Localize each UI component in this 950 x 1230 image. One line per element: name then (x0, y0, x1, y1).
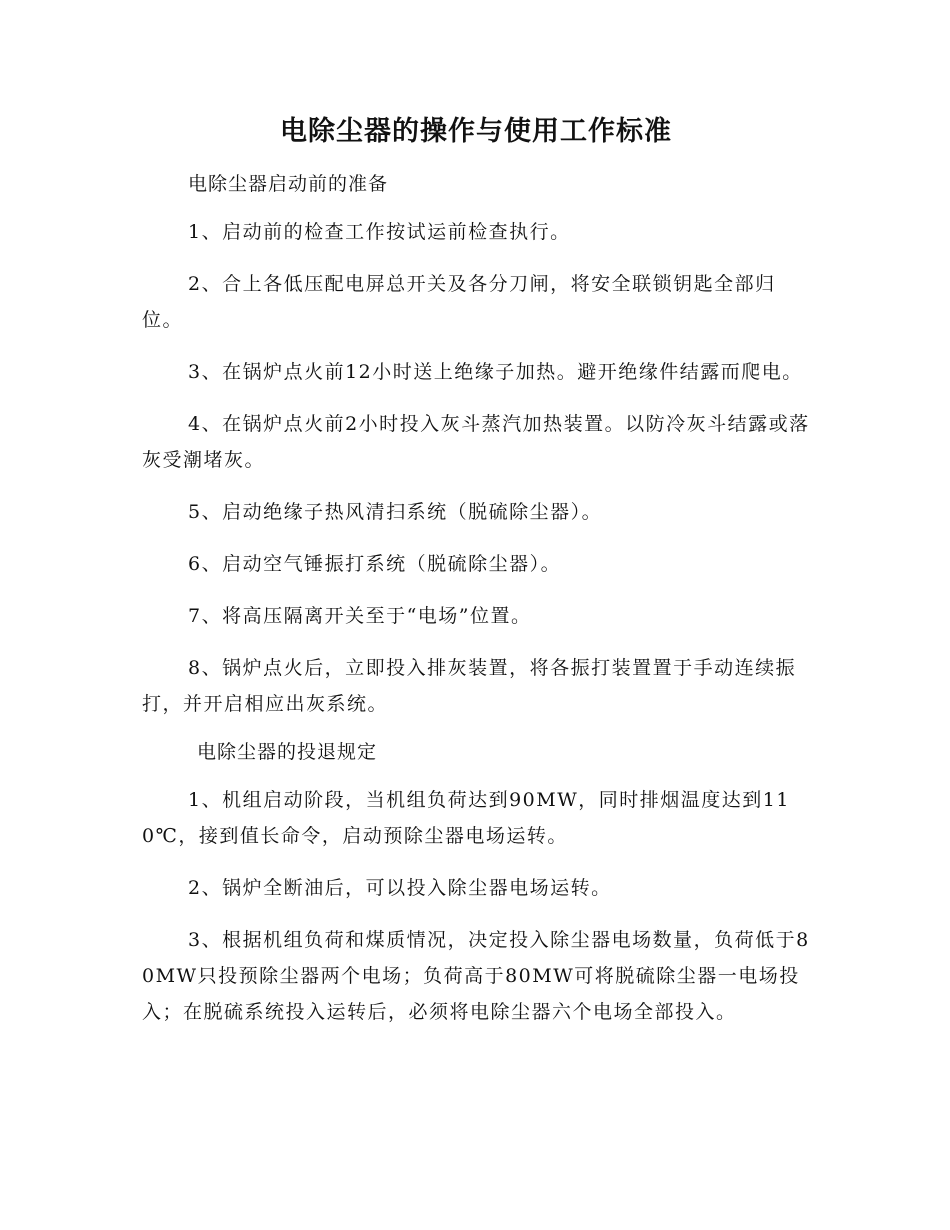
paragraph-item: 4、在锅炉点火前2小时投入灰斗蒸汽加热装置。以防冷灰斗结露或落灰受潮堵灰。 (142, 413, 810, 471)
paragraph-item: 1、启动前的检查工作按试运前检查执行。 (188, 221, 571, 243)
section-commissioning-rules (142, 730, 810, 1030)
document-title: 电除尘器的操作与使用工作标准 (280, 116, 672, 147)
section-heading: 电除尘器的投退规定 (197, 741, 378, 763)
paragraph-item: 8、锅炉点火后，立即投入排灰装置，将各振打装置置于手动连续振打，并开启相应出灰系统。 (142, 657, 797, 715)
paragraph-item: 7、将高压隔离开关至于“电场”位置。 (188, 605, 532, 627)
paragraph-item: 3、根据机组负荷和煤质情况，决定投入除尘器电场数量，负荷低于80MW只投预除尘器两个电场；负荷高于80MW可将脱硫除尘器一电场投入；在脱硫系统投入运转后，必须将电除尘器六个电场全部投入。 (142, 929, 810, 1023)
section-heading: 电除尘器启动前的准备 (188, 173, 389, 195)
paragraph-item: 3、在锅炉点火前12小时送上绝缘子加热。避开绝缘件结露而爬电。 (188, 361, 803, 383)
paragraph-item: 1、机组启动阶段，当机组负荷达到90MW，同时排烟温度达到110℃，接到值长命令，启动预除尘器电场运转。 (142, 789, 790, 847)
paragraph-item: 2、锅炉全断油后，可以投入除尘器电场运转。 (188, 877, 612, 899)
paragraph-item: 5、启动绝缘子热风清扫系统（脱硫除尘器）。 (188, 501, 603, 523)
paragraph-item: 2、合上各低压配电屏总开关及各分刀闸，将安全联锁钥匙全部归位。 (142, 273, 776, 331)
paragraph-item: 6、启动空气锤振打系统（脱硫除尘器）。 (188, 553, 562, 575)
section-startup-preparation (142, 162, 810, 722)
